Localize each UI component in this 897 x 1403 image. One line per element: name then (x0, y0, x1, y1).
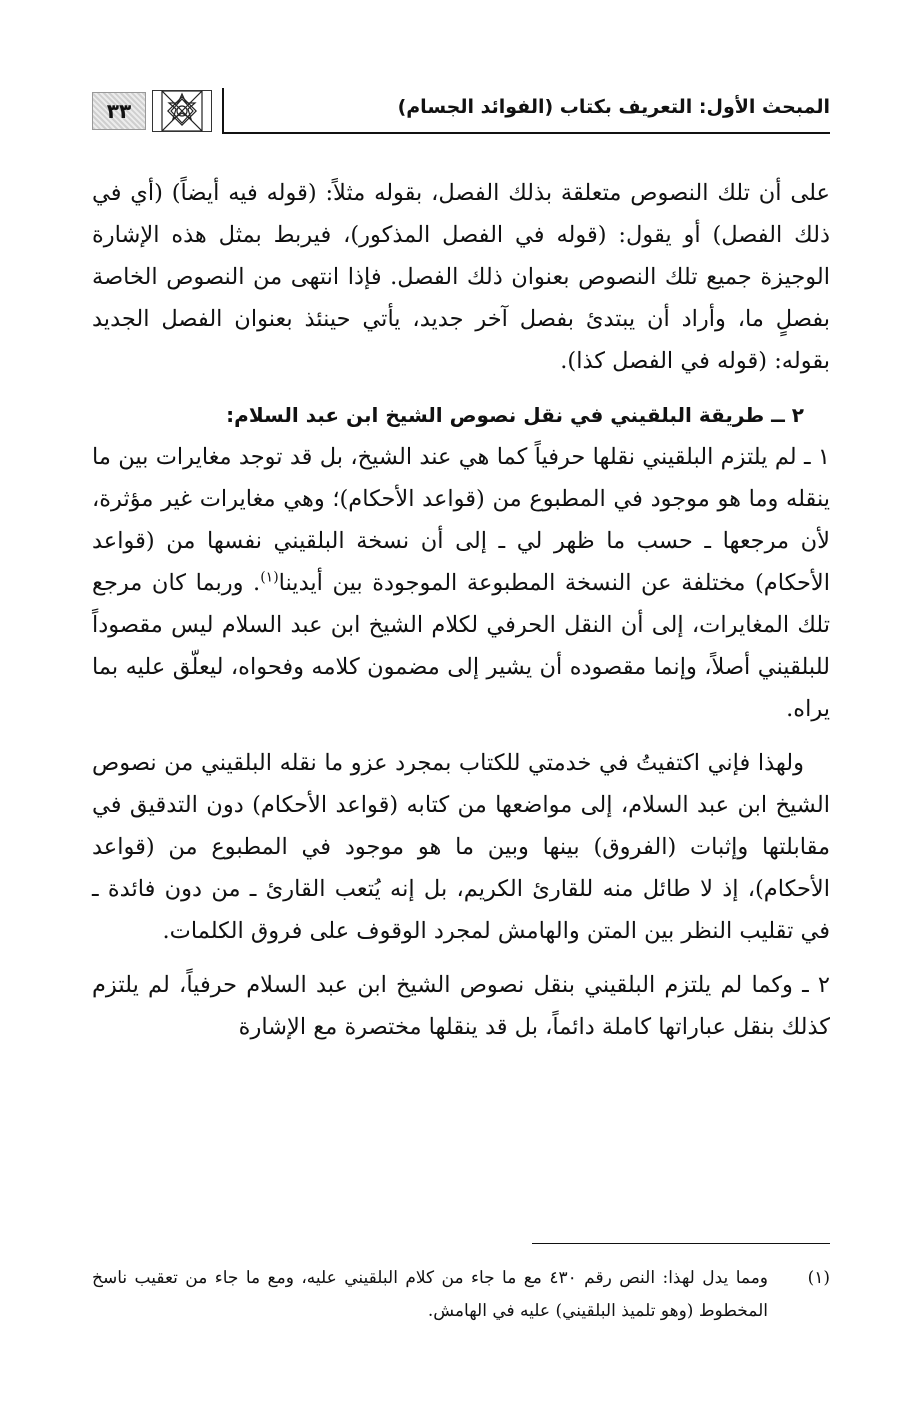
footnote-separator (532, 1243, 830, 1244)
footnote-1 (92, 1262, 830, 1328)
section-heading: ٢ ــ طريقة البلقيني في نقل نصوص الشيخ ابن عبد السلام: (226, 403, 804, 427)
footnotes (92, 1262, 830, 1328)
header-rule (222, 132, 830, 134)
paragraph-2-text-b: . وربما كان مرجع تلك المغايرات، إلى أن النقل الحرفي لكلام الشيخ ابن عبد السلام ليس مقصوداً للبلقيني أصلاً، وإنما مقصوده أن يشير إلى مضمون كلامه وفحواه، ليعلّق عليه بما يراه. (92, 570, 830, 722)
paragraph-2 (92, 436, 830, 730)
geometric-star-ornament-icon (152, 90, 212, 132)
header-separator (222, 88, 224, 134)
footnote-reference: (١) (260, 569, 279, 586)
footnote-text: ومما يدل لهذا: النص رقم ٤٣٠ مع ما جاء من كلام البلقيني عليه، ومع ما جاء من تعقيب ناسخ المخطوط (وهو تلميذ البلقيني) عليه في الهامش. (92, 1268, 769, 1321)
paragraph-3: ولهذا فإني اكتفيتُ في خدمتي للكتاب بمجرد عزو ما نقله البلقيني من نصوص الشيخ ابن عبد السلام، إلى مواضعها من كتابه (قواعد الأحكام) دون التدقيق في مقابلتها وإثبات (الفروق) بينها وبين ما هو موجود في المطبوع من (قواعد الأحكام)، إذ لا طائل منه للقارئ الكريم، بل إنه يُتعب القارئ ـ من دون فائدة ـ في تقليب النظر بين المتن والهامش لمجرد الوقوف على فروق الكلمات. (92, 750, 830, 944)
paragraph-1: على أن تلك النصوص متعلقة بذلك الفصل، بقوله مثلاً: (قوله فيه أيضاً) (أي في ذلك الفصل) أو يقول: (قوله في الفصل المذكور)، فيربط بمثل هذه الإشارة الوجيزة جميع تلك النصوص بعنوان ذلك الفصل. فإذا انتهى من النصوص الخاصة بفصلٍ ما، وأراد أن يبتدئ بفصل آخر جديد، يأتي حينئذ بعنوان الفصل الجديد بقوله: (قوله في الفصل كذا). (92, 180, 830, 374)
paragraph-2-text-a: ١ ـ لم يلتزم البلقيني نقلها حرفياً كما هي عند الشيخ، بل قد توجد مغايرات بين ما ينقله وما هو موجود في المطبوع من (قواعد الأحكام)؛ وهي مغايرات غير مؤثرة، لأن مرجعها ـ حسب ما ظهر لي ـ إلى أن نسخة البلقيني نفسها من (قواعد الأحكام) مختلفة عن النسخة المطبوعة الموجودة بين أيدينا (92, 444, 831, 596)
header-title: المبحث الأول: التعريف بكتاب (الفوائد الجسام) (397, 96, 830, 118)
footnote-marker: (١) (807, 1268, 830, 1288)
main-text (92, 172, 830, 1048)
running-header (92, 88, 830, 134)
paragraph-4: ٢ ـ وكما لم يلتزم البلقيني بنقل نصوص الشيخ ابن عبد السلام حرفياً، لم يلتزم كذلك بنقل عباراتها كاملة دائماً، بل قد ينقلها مختصرة مع الإشارة (92, 972, 830, 1040)
page-number: ٣٣ (92, 92, 146, 130)
